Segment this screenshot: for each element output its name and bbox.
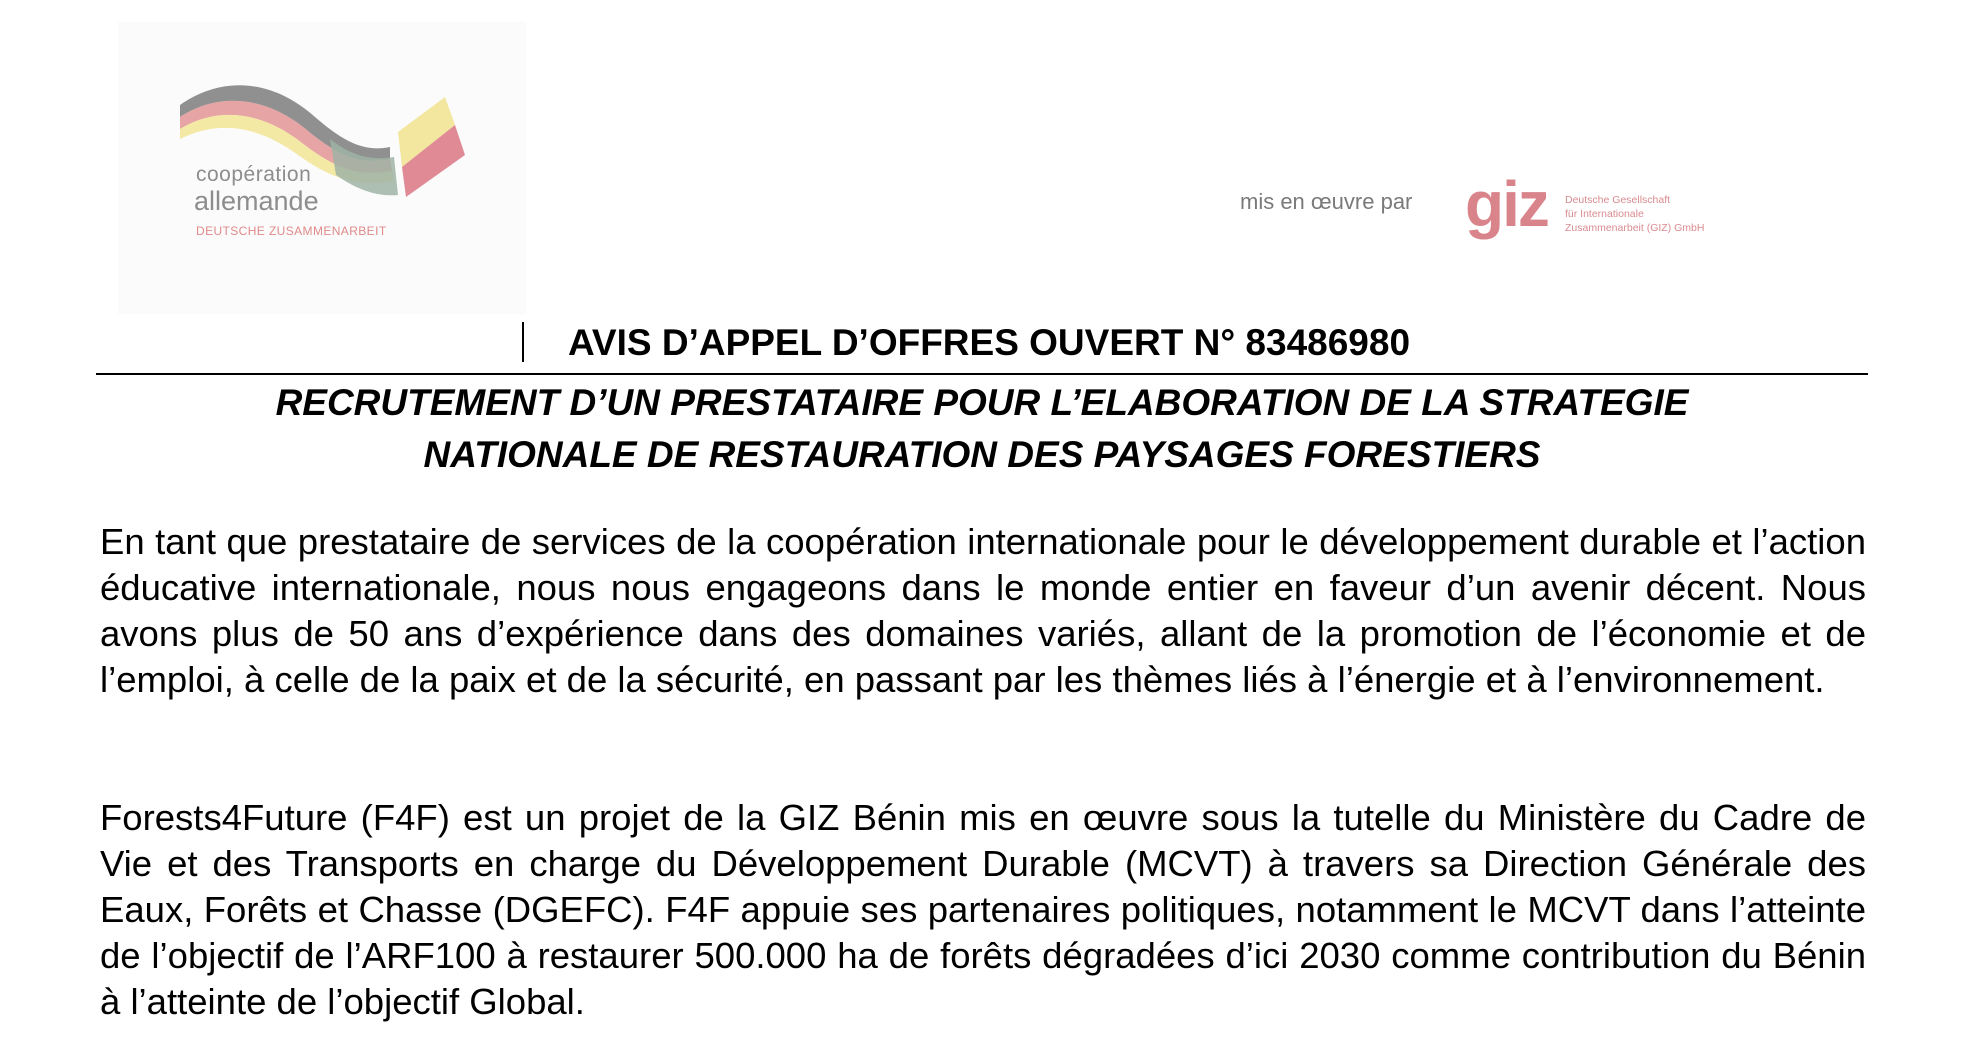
giz-logo-subtitle xyxy=(1565,193,1704,235)
logo-line-allemande: allemande xyxy=(194,186,319,216)
document-subtitle xyxy=(96,377,1868,481)
subtitle-line-1: RECRUTEMENT D’UN PRESTATAIRE POUR L’ELABORATION DE LA STRATEGIE xyxy=(275,382,1689,423)
giz-sub-line-1: Deutsche Gesellschaft xyxy=(1565,194,1671,206)
paragraph-f4f-project: Forests4Future (F4F) est un projet de la GIZ Bénin mis en œuvre sous la tutelle du Ministère du Cadre de Vie et des Transports en charge du Développement Durable (MCVT) à travers sa Direction Générale des Eaux, Forêts et Chasse (DGEFC). F4F appuie ses partenaires politiques, notamment le MCVT dans l’atteinte de l’objectif de l’ARF100 à restaurer 500.000 ha de forêts dégradées d’ici 2030 comme contribution du Bénin à l’atteinte de l’objectif Global. xyxy=(100,797,1866,1022)
logo-line-cooperation: coopération xyxy=(196,163,312,186)
document-title: AVIS D’APPEL D’OFFRES OUVERT N° 83486980 xyxy=(567,322,1411,363)
implemented-by-label: mis en œuvre par xyxy=(1240,189,1413,214)
cooperation-allemande-logo xyxy=(118,22,526,314)
giz-sub-line-2: für Internationale xyxy=(1565,208,1644,220)
title-underline-rule xyxy=(96,373,1868,375)
logo-line-deutsche-zusammenarbeit: DEUTSCHE ZUSAMMENARBEIT xyxy=(196,224,387,238)
giz-sub-line-3: Zusammenarbeit (GIZ) GmbH xyxy=(1565,222,1705,234)
subtitle-line-2: NATIONALE DE RESTAURATION DES PAYSAGES FORESTIERS xyxy=(423,434,1541,475)
paragraph-giz-intro: En tant que prestataire de services de la coopération internationale pour le développement durable et l’action éducative internationale, nous nous engageons dans le monde entier en faveur d’un avenir décent. Nous avons plus de 50 ans d’expérience dans des domaines variés, allant de la promotion de l’économie et de l’emploi, à celle de la paix et de la sécurité, en passant par les thèmes liés à l’énergie et à l’environnement. xyxy=(100,521,1866,700)
giz-logo-wordmark: giz xyxy=(1465,168,1548,240)
